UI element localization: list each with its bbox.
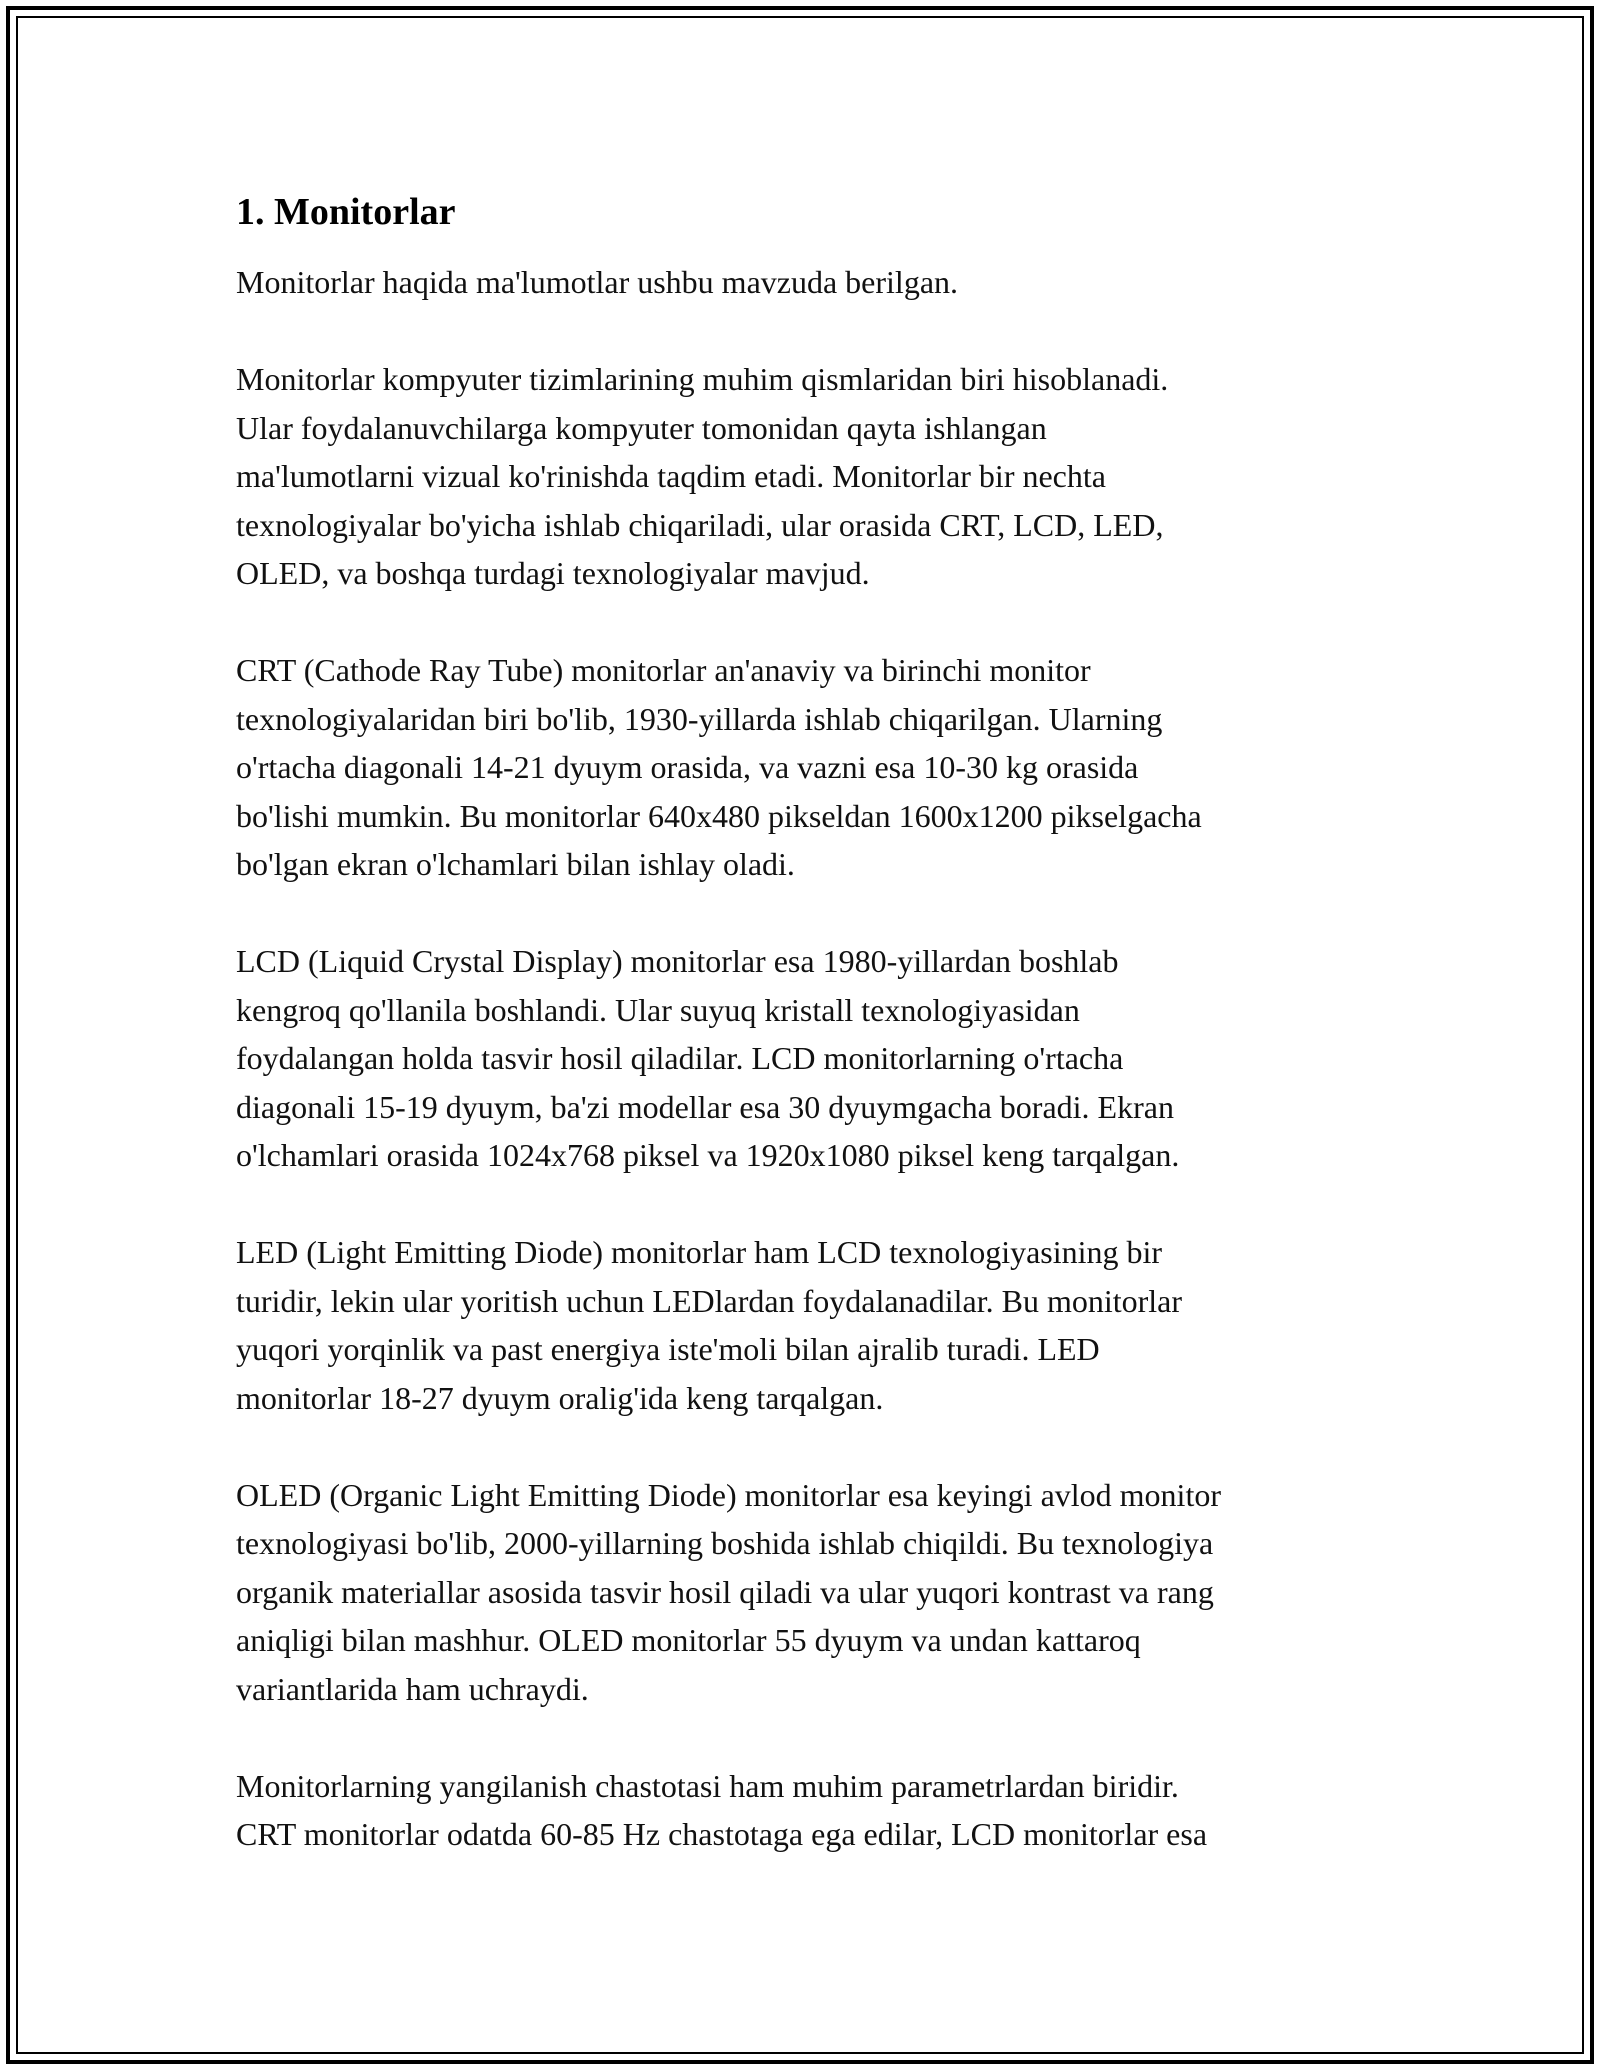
section-heading: 1. Monitorlar <box>236 191 456 233</box>
overview-paragraph: Monitorlar kompyuter tizimlarining muhim qismlaridan biri hisoblanadi. Ular foydalanuvchilarga kompyuter tomonidan qayta ishlangan ma'lumotlarni vizual ko'rinishda taqdim etadi. Monitorlar bir nechta texnologiyalar bo'yicha ishlab chiqariladi, ular orasida CRT, LCD, LED, OLED, va boshqa turdagi texnologiyalar mavjud. <box>236 361 1169 591</box>
led-paragraph: LED (Light Emitting Diode) monitorlar ham LCD texnologiyasining bir turidir, lekin ular yoritish uchun LEDlardan foydalanadilar. Bu monitorlar yuqori yorqinlik va past energiya iste'moli bilan ajralib turadi. LED monitorlar 18-27 dyuym oralig'ida keng tarqalgan. <box>236 1234 1183 1416</box>
crt-paragraph: CRT (Cathode Ray Tube) monitorlar an'anaviy va birinchi monitor texnologiyalaridan biri bo'lib, 1930-yillarda ishlab chiqarilgan. Ularning o'rtacha diagonali 14-21 dyuym orasida, va vazni esa 10-30 kg orasida bo'lishi mumkin. Bu monitorlar 640x480 pikseldan 1600x1200 pikselgacha bo'lgan ekran o'lchamlari bilan ishlay oladi. <box>236 652 1202 882</box>
lcd-paragraph: LCD (Liquid Crystal Display) monitorlar esa 1980-yillardan boshlab kengroq qo'llanila boshlandi. Ular suyuq kristall texnologiyasidan foydalangan holda tasvir hosil qiladilar. LCD monitorlarning o'rtacha diagonali 15-19 dyuym, ba'zi modellar esa 30 dyuymgacha boradi. Ekran o'lchamlari orasida 1024x768 piksel va 1920x1080 piksel keng tarqalgan. <box>236 943 1180 1173</box>
oled-paragraph: OLED (Organic Light Emitting Diode) monitorlar esa keyingi avlod monitor texnologiyasi bo'lib, 2000-yillarning boshida ishlab chiqildi. Bu texnologiya organik materiallar asosida tasvir hosil qiladi va ular yuqori kontrast va rang aniqligi bilan mashhur. OLED monitorlar 55 dyuym va undan kattaroq variantlarida ham uchraydi. <box>236 1476 1221 1707</box>
intro-paragraph: Monitorlar haqida ma'lumotlar ushbu mavzuda berilgan. <box>236 264 959 300</box>
refresh-rate-paragraph: Monitorlarning yangilanish chastotasi ham muhim parametrlardan biridir. CRT monitorlar odatda 60-85 Hz chastotaga ega edilar, LCD monitorlar esa <box>236 1767 1208 1852</box>
document-body <box>236 186 1416 1907</box>
